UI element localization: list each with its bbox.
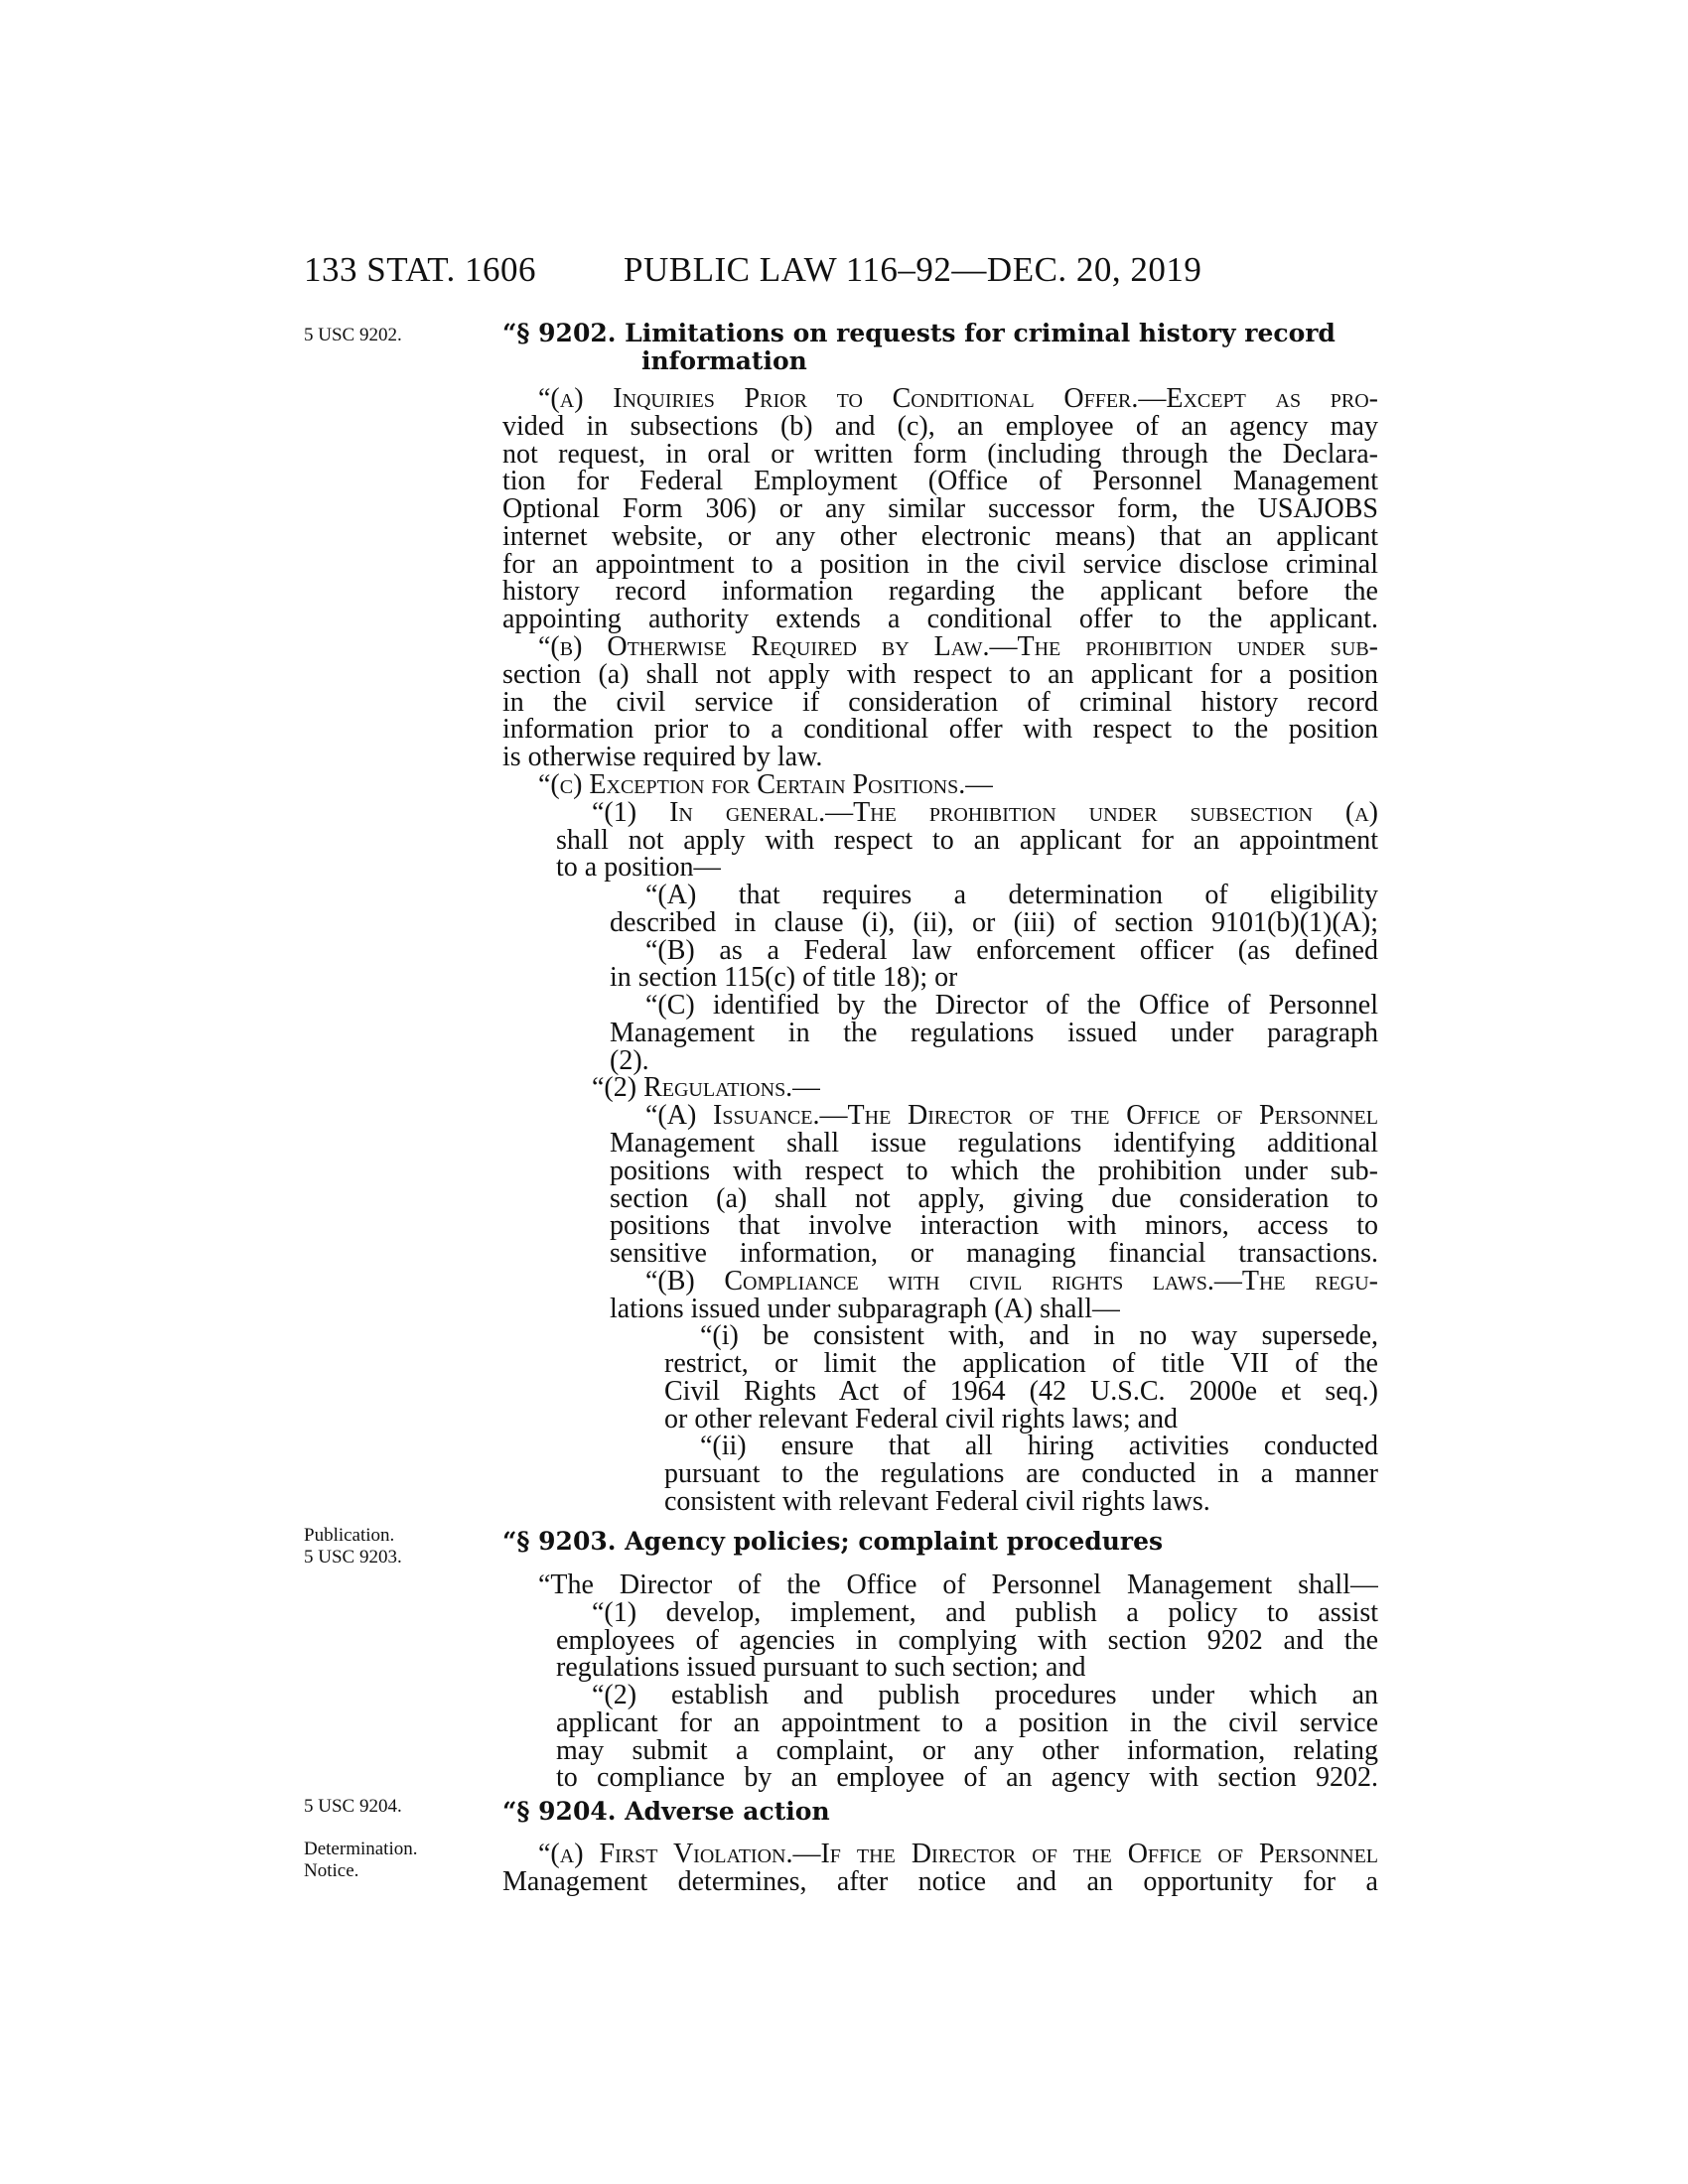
margin-note-usc-9203: 5 USC 9203. bbox=[304, 1547, 402, 1568]
text-line: “(B) as a Federal law enforcement officer (as defined bbox=[645, 937, 1378, 965]
text-line: to a position— bbox=[556, 854, 722, 882]
text-line: may submit a complaint, or any other information, relating bbox=[556, 1737, 1378, 1765]
text-line: regulations issued pursuant to such section; and bbox=[556, 1654, 1086, 1682]
text-line: section (a) shall not apply with respect to an applicant for a position bbox=[502, 661, 1378, 689]
text-line: “(2) establish and publish procedures under which an bbox=[592, 1682, 1378, 1709]
text-line: sensitive information, or managing financial transactions. bbox=[610, 1240, 1378, 1268]
margin-note-usc-9204: 5 USC 9204. bbox=[304, 1796, 402, 1817]
section-9202-heading-line1: “§ 9202. Limitations on requests for criminal history record bbox=[502, 319, 1336, 347]
text-line: Optional Form 306) or any similar successor form, the USAJOBS bbox=[502, 495, 1378, 523]
text-line: (2). bbox=[610, 1047, 649, 1075]
margin-note-notice: Notice. bbox=[304, 1860, 359, 1881]
text-line: “The Director of the Office of Personnel Management shall— bbox=[538, 1571, 1378, 1599]
text-line bbox=[592, 799, 1378, 827]
section-9202-heading bbox=[502, 320, 1378, 375]
text-line: tion for Federal Employment (Office of Personnel Management bbox=[502, 468, 1378, 495]
text-line: described in clause (i), (ii), or (iii) of section 9101(b)(1)(A); bbox=[610, 909, 1378, 937]
text-line bbox=[592, 1074, 820, 1102]
margin-note-usc-9202: 5 USC 9202. bbox=[304, 325, 402, 345]
text-line: “(C) identified by the Director of the Office of Personnel bbox=[645, 992, 1378, 1020]
section-9203-heading: “§ 9203. Agency policies; complaint procedures bbox=[502, 1527, 1164, 1556]
text-line-content: “(a) Inquiries Prior to Conditional Offer.—Except as pro- bbox=[538, 385, 1378, 413]
text-line-content: “(B) Compliance with civil rights laws.—The regu- bbox=[645, 1268, 1378, 1296]
running-title: PUBLIC LAW 116–92—DEC. 20, 2019 bbox=[624, 250, 1202, 289]
text-line: Management shall issue regulations identifying additional bbox=[610, 1130, 1378, 1158]
margin-note-determination: Determination. bbox=[304, 1839, 418, 1859]
margin-note-publication: Publication. bbox=[304, 1525, 395, 1546]
text-line-content: “(c) Exception for Certain Positions.— bbox=[538, 771, 994, 799]
text-line bbox=[538, 385, 1378, 413]
text-line: not request, in oral or written form (including through the Declara- bbox=[502, 441, 1378, 469]
text-line: “(ii) ensure that all hiring activities conducted bbox=[700, 1433, 1378, 1460]
text-line: Management in the regulations issued under paragraph bbox=[610, 1020, 1378, 1047]
text-line: “(A) that requires a determination of eligibility bbox=[645, 882, 1378, 909]
text-line: appointing authority extends a conditional offer to the applicant. bbox=[502, 606, 1378, 633]
section-9204-heading: “§ 9204. Adverse action bbox=[502, 1797, 830, 1826]
text-line-content: “(b) Otherwise Required by Law.—The prohibition under sub- bbox=[538, 633, 1378, 661]
text-line: for an appointment to a position in the civil service disclose criminal bbox=[502, 551, 1378, 579]
section-9202-heading-line2: information bbox=[641, 346, 807, 375]
text-line: is otherwise required by law. bbox=[502, 744, 823, 771]
text-line: section (a) shall not apply, giving due consideration to bbox=[610, 1185, 1378, 1213]
text-line: restrict, or limit the application of title VII of the bbox=[664, 1350, 1378, 1378]
text-line: applicant for an appointment to a position in the civil service bbox=[556, 1709, 1378, 1737]
text-line: “(1) develop, implement, and publish a policy to assist bbox=[592, 1599, 1378, 1627]
text-line: internet website, or any other electronic means) that an applicant bbox=[502, 523, 1378, 551]
text-line: positions with respect to which the prohibition under sub- bbox=[610, 1158, 1378, 1185]
text-line-content: “(2) Regulations.— bbox=[592, 1074, 821, 1102]
text-line: “(i) be consistent with, and in no way supersede, bbox=[700, 1322, 1378, 1350]
text-line-content: “(a) First Violation.—If the Director of the Office of Personnel bbox=[538, 1841, 1378, 1868]
text-line bbox=[645, 1268, 1378, 1296]
text-line bbox=[645, 1102, 1378, 1130]
text-line bbox=[538, 1841, 1378, 1868]
text-line: or other relevant Federal civil rights laws; and bbox=[664, 1406, 1179, 1433]
text-line-content: “(A) Issuance.—The Director of the Office of Personnel bbox=[645, 1102, 1378, 1130]
text-line: Civil Rights Act of 1964 (42 U.S.C. 2000e et seq.) bbox=[664, 1378, 1378, 1406]
text-line: employees of agencies in complying with section 9202 and the bbox=[556, 1627, 1378, 1655]
statute-page-number: 133 STAT. 1606 bbox=[304, 250, 536, 289]
text-line: information prior to a conditional offer with respect to the position bbox=[502, 716, 1378, 744]
text-line: shall not apply with respect to an applicant for an appointment bbox=[556, 827, 1378, 855]
text-line: lations issued under subparagraph (A) shall— bbox=[610, 1296, 1120, 1323]
text-line bbox=[538, 771, 993, 799]
text-line bbox=[538, 633, 1378, 661]
text-line: in section 115(c) of title 18); or bbox=[610, 964, 958, 992]
text-line: Management determines, after notice and an opportunity for a bbox=[502, 1868, 1378, 1896]
text-line: in the civil service if consideration of criminal history record bbox=[502, 689, 1378, 717]
text-line: pursuant to the regulations are conducted in a manner bbox=[664, 1460, 1378, 1488]
text-line: consistent with relevant Federal civil rights laws. bbox=[664, 1488, 1210, 1516]
text-line: to compliance by an employee of an agency with section 9202. bbox=[556, 1764, 1378, 1792]
text-line-content: “(1) In general.—The prohibition under subsection (a) bbox=[592, 799, 1378, 827]
text-line: history record information regarding the applicant before the bbox=[502, 578, 1378, 606]
text-line: vided in subsections (b) and (c), an employee of an agency may bbox=[502, 413, 1378, 441]
text-line: positions that involve interaction with minors, access to bbox=[610, 1212, 1378, 1240]
